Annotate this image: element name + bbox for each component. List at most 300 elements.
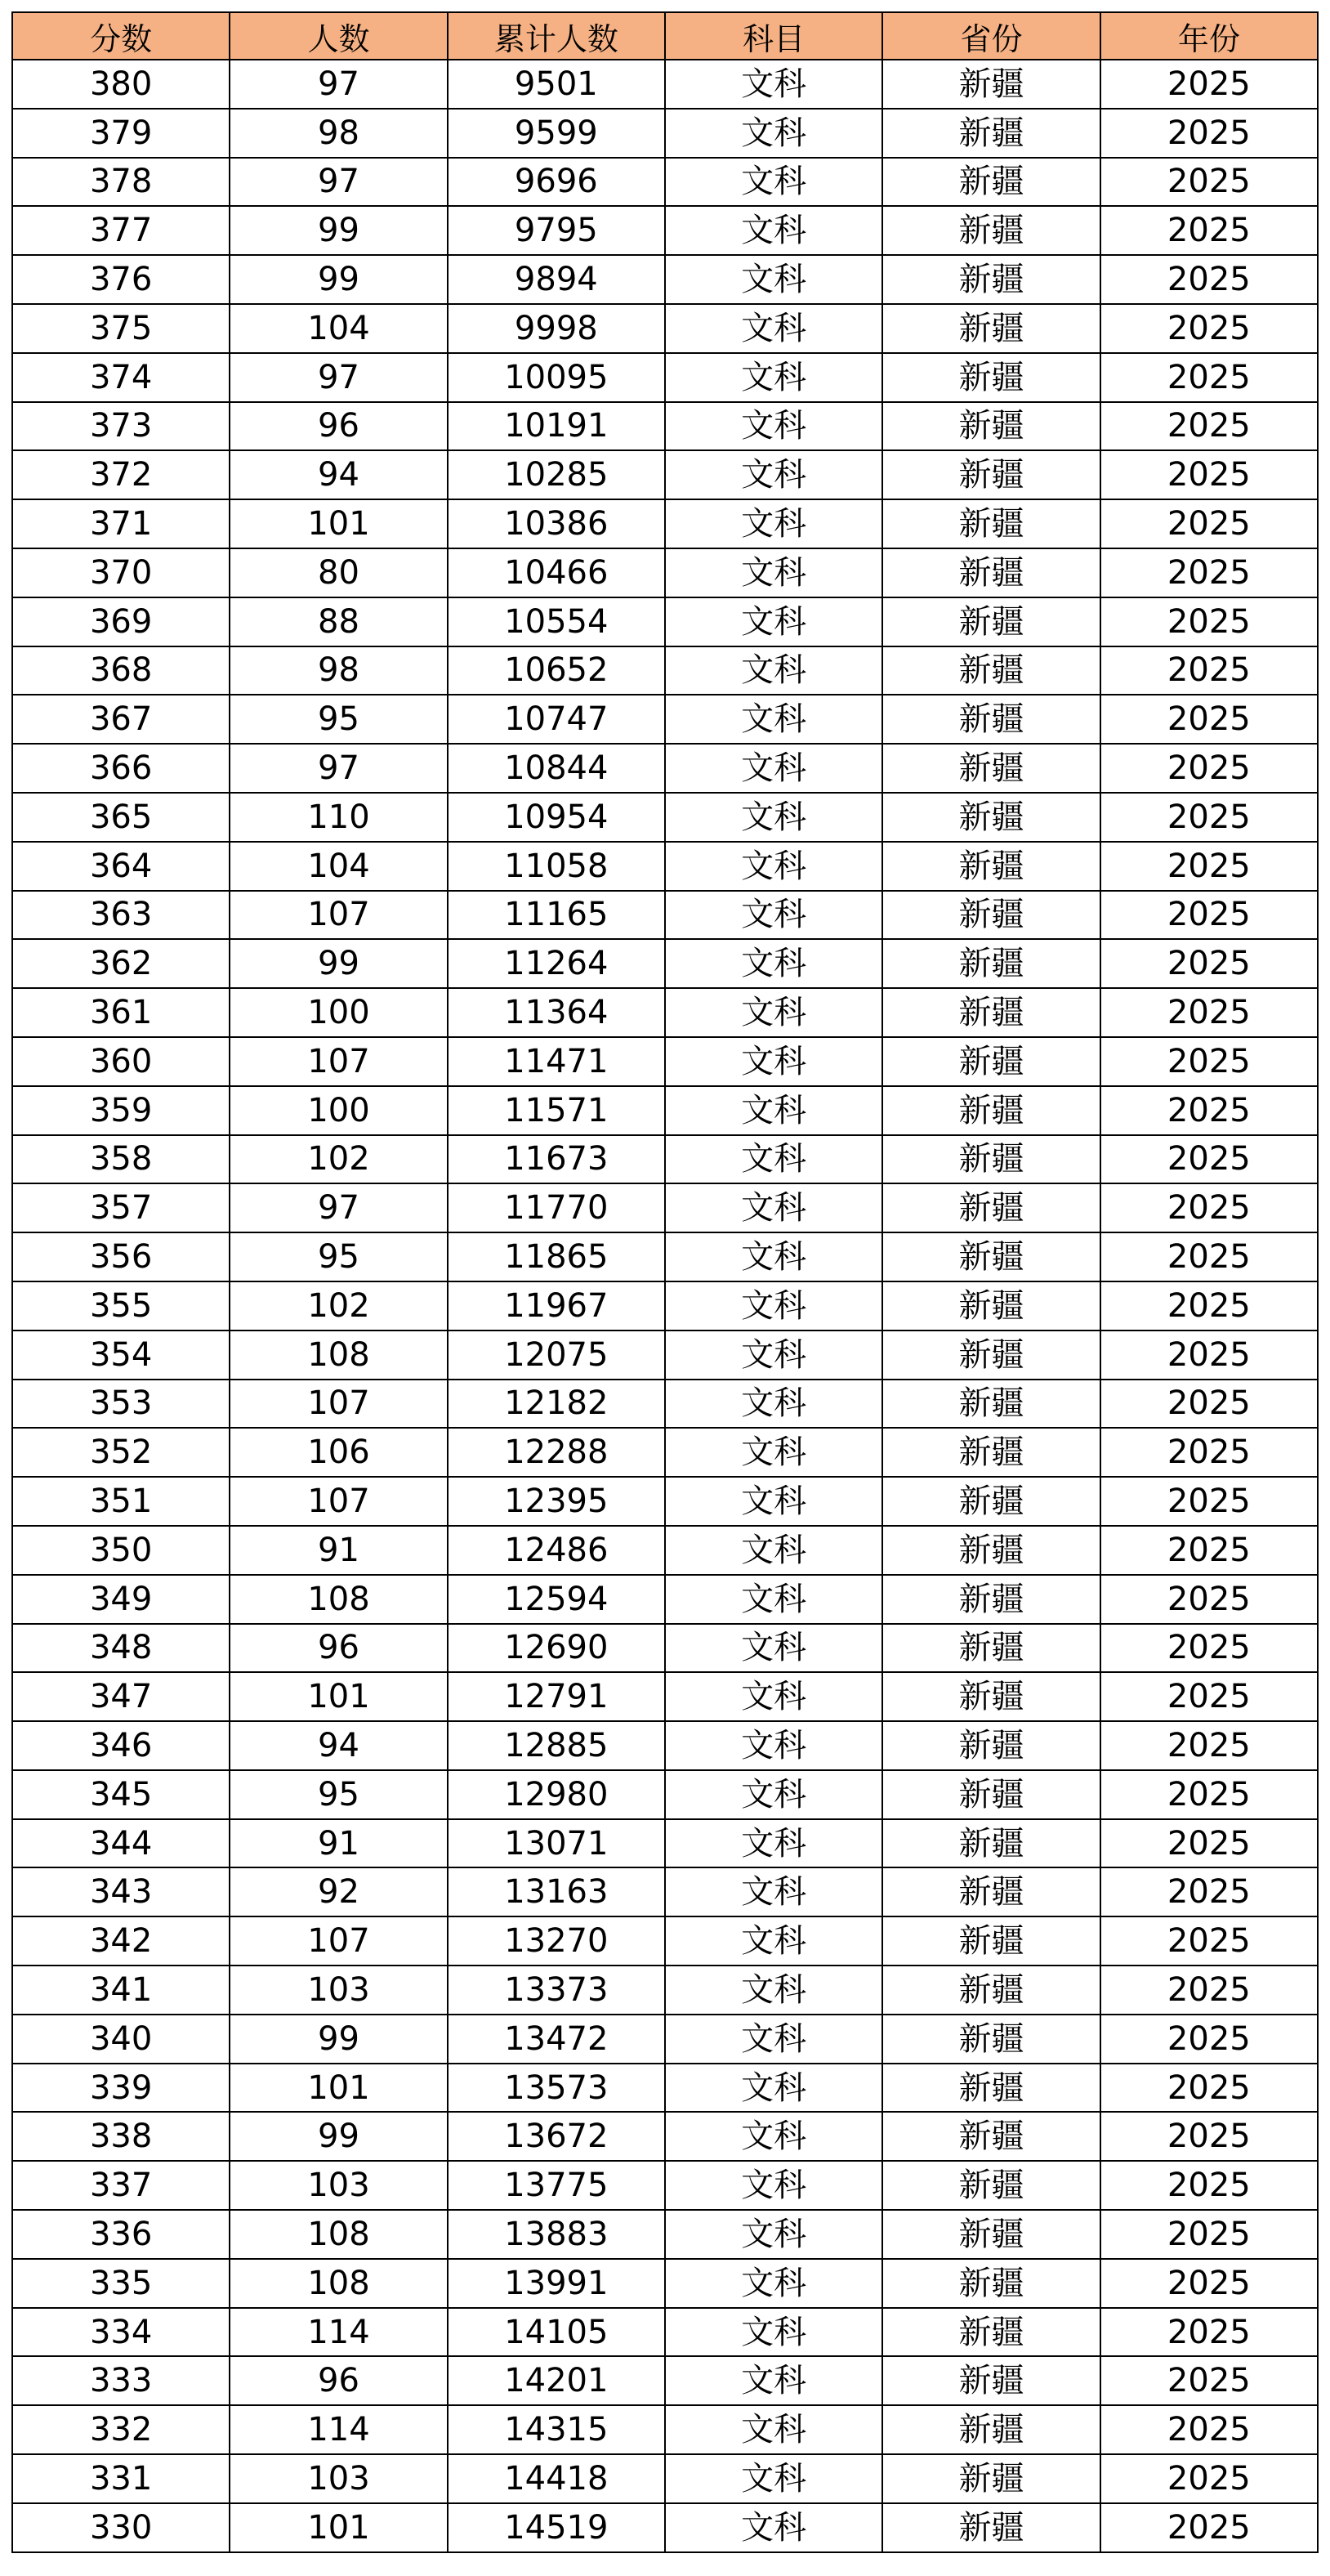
score-cell: 377	[12, 206, 230, 255]
table-row	[12, 939, 1318, 988]
subject-cell: 文科	[665, 793, 882, 842]
count-cell: 114	[230, 2405, 447, 2454]
subject-cell: 文科	[665, 60, 882, 109]
cumulative-cell: 9599	[448, 109, 665, 158]
score-cell: 363	[12, 891, 230, 940]
table-row	[12, 206, 1318, 255]
count-cell: 92	[230, 1867, 447, 1916]
year-cell: 2025	[1100, 1037, 1318, 1086]
cumulative-cell: 10747	[448, 695, 665, 744]
subject-cell: 文科	[665, 1916, 882, 1966]
table-row	[12, 1086, 1318, 1135]
year-cell: 2025	[1100, 2356, 1318, 2405]
count-cell: 107	[230, 1037, 447, 1086]
year-cell: 2025	[1100, 939, 1318, 988]
province-cell: 新疆	[882, 1281, 1100, 1330]
year-cell: 2025	[1100, 206, 1318, 255]
table-row	[12, 1916, 1318, 1966]
province-cell: 新疆	[882, 988, 1100, 1037]
score-cell: 337	[12, 2161, 230, 2210]
year-cell: 2025	[1100, 1672, 1318, 1721]
subject-cell: 文科	[665, 255, 882, 304]
subject-cell: 文科	[665, 1526, 882, 1575]
count-cell: 95	[230, 1232, 447, 1281]
table-row	[12, 402, 1318, 451]
year-cell: 2025	[1100, 1770, 1318, 1819]
subject-cell: 文科	[665, 891, 882, 940]
cumulative-cell: 11673	[448, 1135, 665, 1184]
count-cell: 99	[230, 255, 447, 304]
score-cell: 379	[12, 109, 230, 158]
count-cell: 100	[230, 1086, 447, 1135]
year-cell: 2025	[1100, 255, 1318, 304]
year-cell: 2025	[1100, 158, 1318, 207]
subject-cell: 文科	[665, 2015, 882, 2064]
year-cell: 2025	[1100, 842, 1318, 891]
cumulative-cell: 10954	[448, 793, 665, 842]
province-cell: 新疆	[882, 1183, 1100, 1232]
subject-cell: 文科	[665, 1232, 882, 1281]
score-cell: 357	[12, 1183, 230, 1232]
province-cell: 新疆	[882, 1624, 1100, 1673]
subject-cell: 文科	[665, 548, 882, 597]
table-row	[12, 450, 1318, 499]
score-cell: 367	[12, 695, 230, 744]
year-cell: 2025	[1100, 2015, 1318, 2064]
subject-cell: 文科	[665, 1477, 882, 1526]
count-cell: 107	[230, 891, 447, 940]
score-cell: 371	[12, 499, 230, 548]
count-cell: 101	[230, 499, 447, 548]
cumulative-cell: 11770	[448, 1183, 665, 1232]
subject-cell: 文科	[665, 2210, 882, 2259]
province-cell: 新疆	[882, 646, 1100, 695]
score-cell: 343	[12, 1867, 230, 1916]
subject-cell: 文科	[665, 109, 882, 158]
score-cell: 341	[12, 1966, 230, 2015]
cumulative-cell: 12486	[448, 1526, 665, 1575]
subject-cell: 文科	[665, 2064, 882, 2113]
count-cell: 108	[230, 1330, 447, 1380]
table-row	[12, 1281, 1318, 1330]
cumulative-cell: 10285	[448, 450, 665, 499]
count-cell: 91	[230, 1526, 447, 1575]
cumulative-cell: 9795	[448, 206, 665, 255]
year-cell: 2025	[1100, 1477, 1318, 1526]
score-cell: 353	[12, 1380, 230, 1429]
cumulative-cell: 13071	[448, 1819, 665, 1868]
year-cell: 2025	[1100, 2112, 1318, 2161]
cumulative-cell: 9894	[448, 255, 665, 304]
province-cell: 新疆	[882, 402, 1100, 451]
subject-cell: 文科	[665, 1672, 882, 1721]
table-row	[12, 597, 1318, 646]
count-cell: 100	[230, 988, 447, 1037]
province-cell: 新疆	[882, 842, 1100, 891]
count-cell: 104	[230, 304, 447, 353]
count-cell: 108	[230, 2210, 447, 2259]
score-cell: 368	[12, 646, 230, 695]
province-cell: 新疆	[882, 891, 1100, 940]
count-cell: 98	[230, 109, 447, 158]
province-cell: 新疆	[882, 1966, 1100, 2015]
cumulative-cell: 11364	[448, 988, 665, 1037]
province-cell: 新疆	[882, 2064, 1100, 2113]
subject-cell: 文科	[665, 1819, 882, 1868]
province-cell: 新疆	[882, 744, 1100, 793]
table-row	[12, 1526, 1318, 1575]
cumulative-cell: 10466	[448, 548, 665, 597]
table-row	[12, 1819, 1318, 1868]
subject-cell: 文科	[665, 2454, 882, 2503]
subject-cell: 文科	[665, 695, 882, 744]
count-cell: 95	[230, 1770, 447, 1819]
year-cell: 2025	[1100, 1135, 1318, 1184]
table-row	[12, 2015, 1318, 2064]
subject-cell: 文科	[665, 2161, 882, 2210]
header-subject: 科目	[665, 12, 882, 60]
cumulative-cell: 11165	[448, 891, 665, 940]
table-row	[12, 2210, 1318, 2259]
score-cell: 373	[12, 402, 230, 451]
score-cell: 347	[12, 1672, 230, 1721]
score-cell: 339	[12, 2064, 230, 2113]
subject-cell: 文科	[665, 206, 882, 255]
subject-cell: 文科	[665, 1086, 882, 1135]
cumulative-cell: 9696	[448, 158, 665, 207]
cumulative-cell: 11058	[448, 842, 665, 891]
count-cell: 97	[230, 744, 447, 793]
header-count: 人数	[230, 12, 447, 60]
table-row	[12, 1477, 1318, 1526]
table-row	[12, 499, 1318, 548]
count-cell: 98	[230, 646, 447, 695]
cumulative-cell: 14418	[448, 2454, 665, 2503]
table-row	[12, 2454, 1318, 2503]
year-cell: 2025	[1100, 1575, 1318, 1624]
province-cell: 新疆	[882, 1477, 1100, 1526]
count-cell: 103	[230, 2454, 447, 2503]
count-cell: 97	[230, 158, 447, 207]
subject-cell: 文科	[665, 1183, 882, 1232]
province-cell: 新疆	[882, 499, 1100, 548]
count-cell: 104	[230, 842, 447, 891]
year-cell: 2025	[1100, 499, 1318, 548]
table-row	[12, 353, 1318, 402]
year-cell: 2025	[1100, 646, 1318, 695]
count-cell: 97	[230, 353, 447, 402]
count-cell: 94	[230, 450, 447, 499]
province-cell: 新疆	[882, 2259, 1100, 2308]
count-cell: 110	[230, 793, 447, 842]
year-cell: 2025	[1100, 988, 1318, 1037]
subject-cell: 文科	[665, 1037, 882, 1086]
table-header	[12, 12, 1318, 60]
province-cell: 新疆	[882, 158, 1100, 207]
province-cell: 新疆	[882, 548, 1100, 597]
score-cell: 361	[12, 988, 230, 1037]
cumulative-cell: 10191	[448, 402, 665, 451]
cumulative-cell: 12395	[448, 1477, 665, 1526]
score-cell: 340	[12, 2015, 230, 2064]
subject-cell: 文科	[665, 1770, 882, 1819]
count-cell: 96	[230, 2356, 447, 2405]
year-cell: 2025	[1100, 2259, 1318, 2308]
province-cell: 新疆	[882, 1232, 1100, 1281]
score-cell: 346	[12, 1721, 230, 1770]
count-cell: 97	[230, 1183, 447, 1232]
table-body	[12, 60, 1318, 2552]
table-row	[12, 695, 1318, 744]
count-cell: 95	[230, 695, 447, 744]
year-cell: 2025	[1100, 1966, 1318, 2015]
province-cell: 新疆	[882, 2405, 1100, 2454]
score-cell: 356	[12, 1232, 230, 1281]
province-cell: 新疆	[882, 450, 1100, 499]
province-cell: 新疆	[882, 1672, 1100, 1721]
count-cell: 94	[230, 1721, 447, 1770]
province-cell: 新疆	[882, 2112, 1100, 2161]
subject-cell: 文科	[665, 450, 882, 499]
province-cell: 新疆	[882, 1135, 1100, 1184]
cumulative-cell: 12182	[448, 1380, 665, 1429]
year-cell: 2025	[1100, 1380, 1318, 1429]
cumulative-cell: 14201	[448, 2356, 665, 2405]
cumulative-cell: 9998	[448, 304, 665, 353]
cumulative-cell: 11471	[448, 1037, 665, 1086]
score-cell: 331	[12, 2454, 230, 2503]
cumulative-cell: 13270	[448, 1916, 665, 1966]
table-row	[12, 1770, 1318, 1819]
province-cell: 新疆	[882, 1380, 1100, 1429]
year-cell: 2025	[1100, 891, 1318, 940]
count-cell: 106	[230, 1428, 447, 1477]
count-cell: 99	[230, 939, 447, 988]
score-cell: 349	[12, 1575, 230, 1624]
score-table	[11, 11, 1319, 2553]
year-cell: 2025	[1100, 1330, 1318, 1380]
province-cell: 新疆	[882, 695, 1100, 744]
header-row	[12, 12, 1318, 60]
table-row	[12, 255, 1318, 304]
table-row	[12, 1380, 1318, 1429]
province-cell: 新疆	[882, 1526, 1100, 1575]
cumulative-cell: 14519	[448, 2503, 665, 2552]
subject-cell: 文科	[665, 2112, 882, 2161]
province-cell: 新疆	[882, 1721, 1100, 1770]
cumulative-cell: 12288	[448, 1428, 665, 1477]
score-cell: 333	[12, 2356, 230, 2405]
year-cell: 2025	[1100, 1086, 1318, 1135]
year-cell: 2025	[1100, 2210, 1318, 2259]
cumulative-cell: 13991	[448, 2259, 665, 2308]
subject-cell: 文科	[665, 842, 882, 891]
count-cell: 102	[230, 1135, 447, 1184]
subject-cell: 文科	[665, 2356, 882, 2405]
cumulative-cell: 13163	[448, 1867, 665, 1916]
table-row	[12, 2405, 1318, 2454]
year-cell: 2025	[1100, 2064, 1318, 2113]
province-cell: 新疆	[882, 353, 1100, 402]
count-cell: 101	[230, 2503, 447, 2552]
province-cell: 新疆	[882, 1428, 1100, 1477]
province-cell: 新疆	[882, 1037, 1100, 1086]
province-cell: 新疆	[882, 2503, 1100, 2552]
table-row	[12, 2112, 1318, 2161]
subject-cell: 文科	[665, 2259, 882, 2308]
year-cell: 2025	[1100, 2503, 1318, 2552]
subject-cell: 文科	[665, 1624, 882, 1673]
cumulative-cell: 10386	[448, 499, 665, 548]
table-row	[12, 1867, 1318, 1916]
subject-cell: 文科	[665, 1721, 882, 1770]
year-cell: 2025	[1100, 1281, 1318, 1330]
score-cell: 369	[12, 597, 230, 646]
score-cell: 334	[12, 2308, 230, 2357]
province-cell: 新疆	[882, 255, 1100, 304]
subject-cell: 文科	[665, 988, 882, 1037]
table-row	[12, 842, 1318, 891]
score-cell: 370	[12, 548, 230, 597]
cumulative-cell: 9501	[448, 60, 665, 109]
table-row	[12, 1624, 1318, 1673]
count-cell: 80	[230, 548, 447, 597]
table-row	[12, 1183, 1318, 1232]
year-cell: 2025	[1100, 109, 1318, 158]
province-cell: 新疆	[882, 206, 1100, 255]
province-cell: 新疆	[882, 939, 1100, 988]
year-cell: 2025	[1100, 1721, 1318, 1770]
year-cell: 2025	[1100, 1428, 1318, 1477]
subject-cell: 文科	[665, 158, 882, 207]
province-cell: 新疆	[882, 1086, 1100, 1135]
count-cell: 101	[230, 2064, 447, 2113]
table-row	[12, 158, 1318, 207]
subject-cell: 文科	[665, 939, 882, 988]
year-cell: 2025	[1100, 1867, 1318, 1916]
count-cell: 103	[230, 2161, 447, 2210]
cumulative-cell: 12594	[448, 1575, 665, 1624]
header-year: 年份	[1100, 12, 1318, 60]
province-cell: 新疆	[882, 2161, 1100, 2210]
province-cell: 新疆	[882, 304, 1100, 353]
year-cell: 2025	[1100, 60, 1318, 109]
cumulative-cell: 14105	[448, 2308, 665, 2357]
count-cell: 99	[230, 2015, 447, 2064]
year-cell: 2025	[1100, 2405, 1318, 2454]
year-cell: 2025	[1100, 1916, 1318, 1966]
subject-cell: 文科	[665, 402, 882, 451]
table-row	[12, 793, 1318, 842]
count-cell: 102	[230, 1281, 447, 1330]
year-cell: 2025	[1100, 2308, 1318, 2357]
score-cell: 350	[12, 1526, 230, 1575]
year-cell: 2025	[1100, 1819, 1318, 1868]
count-cell: 99	[230, 206, 447, 255]
subject-cell: 文科	[665, 1281, 882, 1330]
score-cell: 345	[12, 1770, 230, 1819]
count-cell: 96	[230, 1624, 447, 1673]
table-row	[12, 2308, 1318, 2357]
year-cell: 2025	[1100, 353, 1318, 402]
year-cell: 2025	[1100, 304, 1318, 353]
subject-cell: 文科	[665, 1867, 882, 1916]
table-row	[12, 1037, 1318, 1086]
count-cell: 108	[230, 1575, 447, 1624]
score-cell: 336	[12, 2210, 230, 2259]
score-cell: 352	[12, 1428, 230, 1477]
score-cell: 355	[12, 1281, 230, 1330]
year-cell: 2025	[1100, 2454, 1318, 2503]
score-cell: 358	[12, 1135, 230, 1184]
count-cell: 107	[230, 1380, 447, 1429]
province-cell: 新疆	[882, 1819, 1100, 1868]
subject-cell: 文科	[665, 1575, 882, 1624]
subject-cell: 文科	[665, 304, 882, 353]
subject-cell: 文科	[665, 1966, 882, 2015]
year-cell: 2025	[1100, 402, 1318, 451]
year-cell: 2025	[1100, 1526, 1318, 1575]
province-cell: 新疆	[882, 793, 1100, 842]
subject-cell: 文科	[665, 1135, 882, 1184]
table-row	[12, 744, 1318, 793]
province-cell: 新疆	[882, 2015, 1100, 2064]
table-row	[12, 1330, 1318, 1380]
score-cell: 354	[12, 1330, 230, 1380]
cumulative-cell: 10844	[448, 744, 665, 793]
score-cell: 372	[12, 450, 230, 499]
subject-cell: 文科	[665, 353, 882, 402]
province-cell: 新疆	[882, 2308, 1100, 2357]
table-row	[12, 2064, 1318, 2113]
cumulative-cell: 13672	[448, 2112, 665, 2161]
cumulative-cell: 11264	[448, 939, 665, 988]
cumulative-cell: 11865	[448, 1232, 665, 1281]
header-cumulative: 累计人数	[448, 12, 665, 60]
cumulative-cell: 13373	[448, 1966, 665, 2015]
score-cell: 351	[12, 1477, 230, 1526]
province-cell: 新疆	[882, 60, 1100, 109]
table-row	[12, 988, 1318, 1037]
year-cell: 2025	[1100, 793, 1318, 842]
year-cell: 2025	[1100, 695, 1318, 744]
province-cell: 新疆	[882, 1916, 1100, 1966]
table-row	[12, 2356, 1318, 2405]
subject-cell: 文科	[665, 597, 882, 646]
province-cell: 新疆	[882, 2356, 1100, 2405]
year-cell: 2025	[1100, 1624, 1318, 1673]
year-cell: 2025	[1100, 1183, 1318, 1232]
province-cell: 新疆	[882, 2210, 1100, 2259]
table-row	[12, 1135, 1318, 1184]
score-cell: 380	[12, 60, 230, 109]
cumulative-cell: 11571	[448, 1086, 665, 1135]
count-cell: 91	[230, 1819, 447, 1868]
count-cell: 88	[230, 597, 447, 646]
cumulative-cell: 10652	[448, 646, 665, 695]
cumulative-cell: 13883	[448, 2210, 665, 2259]
count-cell: 97	[230, 60, 447, 109]
table-row	[12, 548, 1318, 597]
score-cell: 374	[12, 353, 230, 402]
subject-cell: 文科	[665, 2308, 882, 2357]
score-cell: 342	[12, 1916, 230, 1966]
year-cell: 2025	[1100, 1232, 1318, 1281]
province-cell: 新疆	[882, 2454, 1100, 2503]
cumulative-cell: 10554	[448, 597, 665, 646]
score-cell: 330	[12, 2503, 230, 2552]
cumulative-cell: 12791	[448, 1672, 665, 1721]
